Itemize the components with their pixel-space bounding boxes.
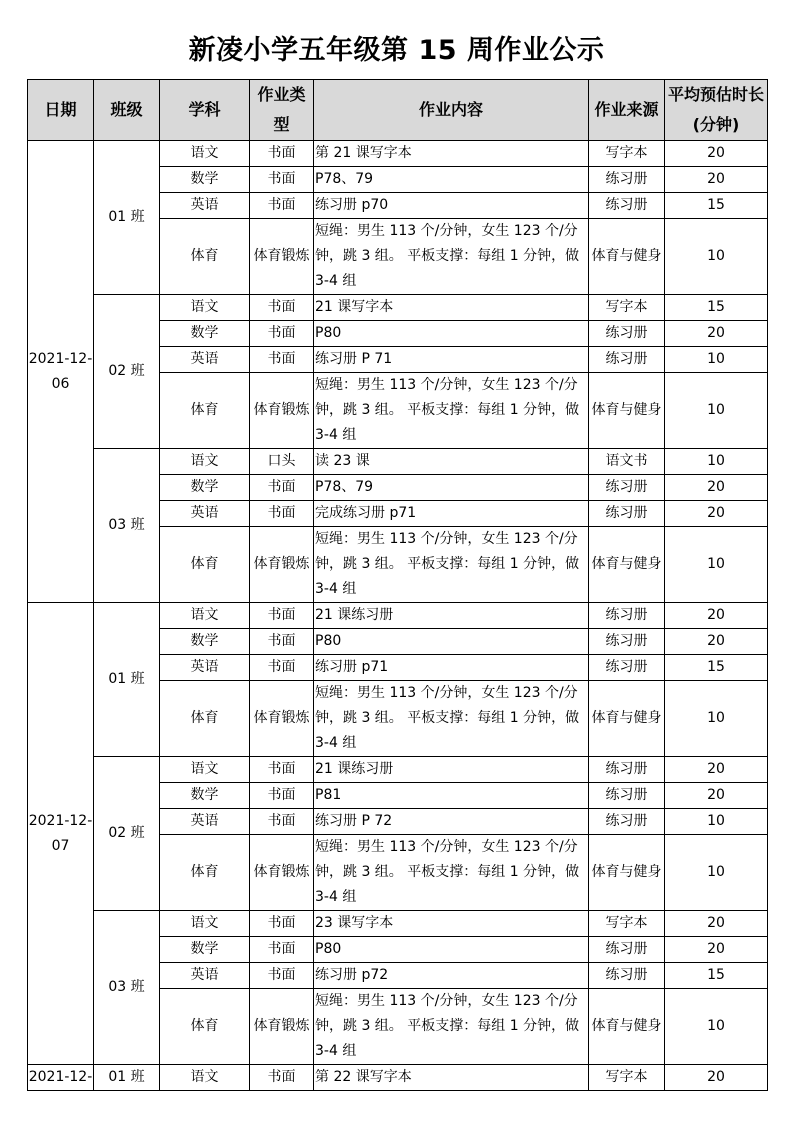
content-cell: 练习册 p70	[314, 193, 589, 219]
type-cell: 体育锻炼	[250, 681, 314, 757]
table-body	[28, 141, 768, 1091]
type-cell: 书面	[250, 911, 314, 937]
content-cell: 练习册 p72	[314, 963, 589, 989]
source-cell: 练习册	[589, 501, 665, 527]
subject-cell: 英语	[160, 809, 250, 835]
table-row	[28, 757, 768, 783]
time-cell: 20	[665, 937, 768, 963]
time-cell: 10	[665, 347, 768, 373]
subject-cell: 英语	[160, 347, 250, 373]
header-content: 作业内容	[314, 80, 589, 141]
subject-cell: 体育	[160, 835, 250, 911]
type-cell: 书面	[250, 1065, 314, 1091]
table-row	[28, 141, 768, 167]
subject-cell: 体育	[160, 527, 250, 603]
class-cell: 02 班	[94, 295, 160, 449]
type-cell: 书面	[250, 321, 314, 347]
subject-cell: 英语	[160, 193, 250, 219]
time-cell: 10	[665, 835, 768, 911]
content-cell: 短绳：男生 113 个/分钟，女生 123 个/分钟，跳 3 组。 平板支撑：每组 1 分钟，做 3-4 组	[314, 989, 589, 1065]
content-cell: 23 课写字本	[314, 911, 589, 937]
date-cell: 2021-12-06	[28, 141, 94, 603]
subject-cell: 数学	[160, 475, 250, 501]
time-cell: 15	[665, 193, 768, 219]
type-cell: 书面	[250, 655, 314, 681]
content-cell: 21 课练习册	[314, 603, 589, 629]
source-cell: 练习册	[589, 655, 665, 681]
content-cell: 短绳：男生 113 个/分钟，女生 123 个/分钟，跳 3 组。 平板支撑：每组 1 分钟，做 3-4 组	[314, 681, 589, 757]
subject-cell: 英语	[160, 963, 250, 989]
subject-cell: 体育	[160, 219, 250, 295]
time-cell: 20	[665, 629, 768, 655]
source-cell: 练习册	[589, 321, 665, 347]
header-type: 作业类型	[250, 80, 314, 141]
type-cell: 体育锻炼	[250, 989, 314, 1065]
content-cell: 完成练习册 p71	[314, 501, 589, 527]
source-cell: 体育与健身	[589, 681, 665, 757]
content-cell: 练习册 p71	[314, 655, 589, 681]
type-cell: 书面	[250, 295, 314, 321]
source-cell: 练习册	[589, 193, 665, 219]
subject-cell: 语文	[160, 449, 250, 475]
table-row	[28, 295, 768, 321]
time-cell: 15	[665, 295, 768, 321]
source-cell: 写字本	[589, 295, 665, 321]
content-cell: 21 课练习册	[314, 757, 589, 783]
table-row	[28, 449, 768, 475]
type-cell: 书面	[250, 757, 314, 783]
table-row	[28, 1065, 768, 1091]
type-cell: 体育锻炼	[250, 219, 314, 295]
page-title: 新凌小学五年级第 15 周作业公示	[188, 35, 605, 66]
content-cell: 短绳：男生 113 个/分钟，女生 123 个/分钟，跳 3 组。 平板支撑：每组 1 分钟，做 3-4 组	[314, 835, 589, 911]
content-cell: 第 22 课写字本	[314, 1065, 589, 1091]
subject-cell: 语文	[160, 757, 250, 783]
subject-cell: 语文	[160, 141, 250, 167]
source-cell: 写字本	[589, 911, 665, 937]
class-cell: 01 班	[94, 141, 160, 295]
source-cell: 练习册	[589, 347, 665, 373]
type-cell: 书面	[250, 937, 314, 963]
time-cell: 20	[665, 475, 768, 501]
type-cell: 口头	[250, 449, 314, 475]
subject-cell: 数学	[160, 167, 250, 193]
class-cell: 03 班	[94, 911, 160, 1065]
time-cell: 10	[665, 449, 768, 475]
source-cell: 语文书	[589, 449, 665, 475]
source-cell: 体育与健身	[589, 219, 665, 295]
time-cell: 10	[665, 989, 768, 1065]
subject-cell: 体育	[160, 681, 250, 757]
table-row	[28, 911, 768, 937]
type-cell: 书面	[250, 963, 314, 989]
source-cell: 练习册	[589, 963, 665, 989]
source-cell: 练习册	[589, 937, 665, 963]
type-cell: 书面	[250, 141, 314, 167]
source-cell: 练习册	[589, 629, 665, 655]
type-cell: 书面	[250, 603, 314, 629]
date-cell: 2021-12-	[28, 1065, 94, 1091]
content-cell: P80	[314, 629, 589, 655]
subject-cell: 体育	[160, 989, 250, 1065]
time-cell: 20	[665, 603, 768, 629]
subject-cell: 数学	[160, 321, 250, 347]
table-row	[28, 603, 768, 629]
source-cell: 练习册	[589, 475, 665, 501]
type-cell: 书面	[250, 501, 314, 527]
subject-cell: 语文	[160, 603, 250, 629]
source-cell: 体育与健身	[589, 527, 665, 603]
source-cell: 体育与健身	[589, 835, 665, 911]
time-cell: 20	[665, 501, 768, 527]
time-cell: 10	[665, 219, 768, 295]
type-cell: 体育锻炼	[250, 373, 314, 449]
type-cell: 书面	[250, 783, 314, 809]
type-cell: 书面	[250, 347, 314, 373]
type-cell: 书面	[250, 475, 314, 501]
class-cell: 01 班	[94, 1065, 160, 1091]
subject-cell: 语文	[160, 295, 250, 321]
time-cell: 20	[665, 141, 768, 167]
content-cell: 短绳：男生 113 个/分钟，女生 123 个/分钟，跳 3 组。 平板支撑：每组 1 分钟，做 3-4 组	[314, 373, 589, 449]
type-cell: 书面	[250, 193, 314, 219]
homework-table	[27, 79, 768, 1091]
subject-cell: 语文	[160, 911, 250, 937]
content-cell: 练习册 P 72	[314, 809, 589, 835]
time-cell: 20	[665, 167, 768, 193]
subject-cell: 数学	[160, 783, 250, 809]
content-cell: P81	[314, 783, 589, 809]
type-cell: 书面	[250, 167, 314, 193]
content-cell: 读 23 课	[314, 449, 589, 475]
type-cell: 书面	[250, 629, 314, 655]
content-cell: 短绳：男生 113 个/分钟，女生 123 个/分钟，跳 3 组。 平板支撑：每组 1 分钟，做 3-4 组	[314, 219, 589, 295]
type-cell: 体育锻炼	[250, 527, 314, 603]
content-cell: 短绳：男生 113 个/分钟，女生 123 个/分钟，跳 3 组。 平板支撑：每组 1 分钟，做 3-4 组	[314, 527, 589, 603]
date-cell: 2021-12-07	[28, 603, 94, 1065]
time-cell: 20	[665, 783, 768, 809]
type-cell: 书面	[250, 809, 314, 835]
header-class: 班级	[94, 80, 160, 141]
source-cell: 练习册	[589, 809, 665, 835]
subject-cell: 体育	[160, 373, 250, 449]
content-cell: 21 课写字本	[314, 295, 589, 321]
subject-cell: 英语	[160, 655, 250, 681]
subject-cell: 英语	[160, 501, 250, 527]
content-cell: P80	[314, 937, 589, 963]
source-cell: 写字本	[589, 1065, 665, 1091]
source-cell: 体育与健身	[589, 989, 665, 1065]
class-cell: 03 班	[94, 449, 160, 603]
header-subject: 学科	[160, 80, 250, 141]
subject-cell: 数学	[160, 937, 250, 963]
content-cell: P80	[314, 321, 589, 347]
time-cell: 10	[665, 681, 768, 757]
source-cell: 练习册	[589, 167, 665, 193]
time-cell: 10	[665, 527, 768, 603]
time-cell: 15	[665, 963, 768, 989]
class-cell: 01 班	[94, 603, 160, 757]
subject-cell: 数学	[160, 629, 250, 655]
source-cell: 体育与健身	[589, 373, 665, 449]
header-time: 平均预估时长(分钟)	[665, 80, 768, 141]
time-cell: 20	[665, 1065, 768, 1091]
header-source: 作业来源	[589, 80, 665, 141]
content-cell: 练习册 P 71	[314, 347, 589, 373]
time-cell: 20	[665, 757, 768, 783]
source-cell: 练习册	[589, 783, 665, 809]
type-cell: 体育锻炼	[250, 835, 314, 911]
time-cell: 15	[665, 655, 768, 681]
header-date: 日期	[28, 80, 94, 141]
time-cell: 20	[665, 321, 768, 347]
content-cell: 第 21 课写字本	[314, 141, 589, 167]
time-cell: 10	[665, 373, 768, 449]
content-cell: P78、79	[314, 167, 589, 193]
time-cell: 10	[665, 809, 768, 835]
source-cell: 练习册	[589, 757, 665, 783]
header-row	[28, 80, 768, 141]
time-cell: 20	[665, 911, 768, 937]
class-cell: 02 班	[94, 757, 160, 911]
content-cell: P78、79	[314, 475, 589, 501]
source-cell: 写字本	[589, 141, 665, 167]
source-cell: 练习册	[589, 603, 665, 629]
subject-cell: 语文	[160, 1065, 250, 1091]
